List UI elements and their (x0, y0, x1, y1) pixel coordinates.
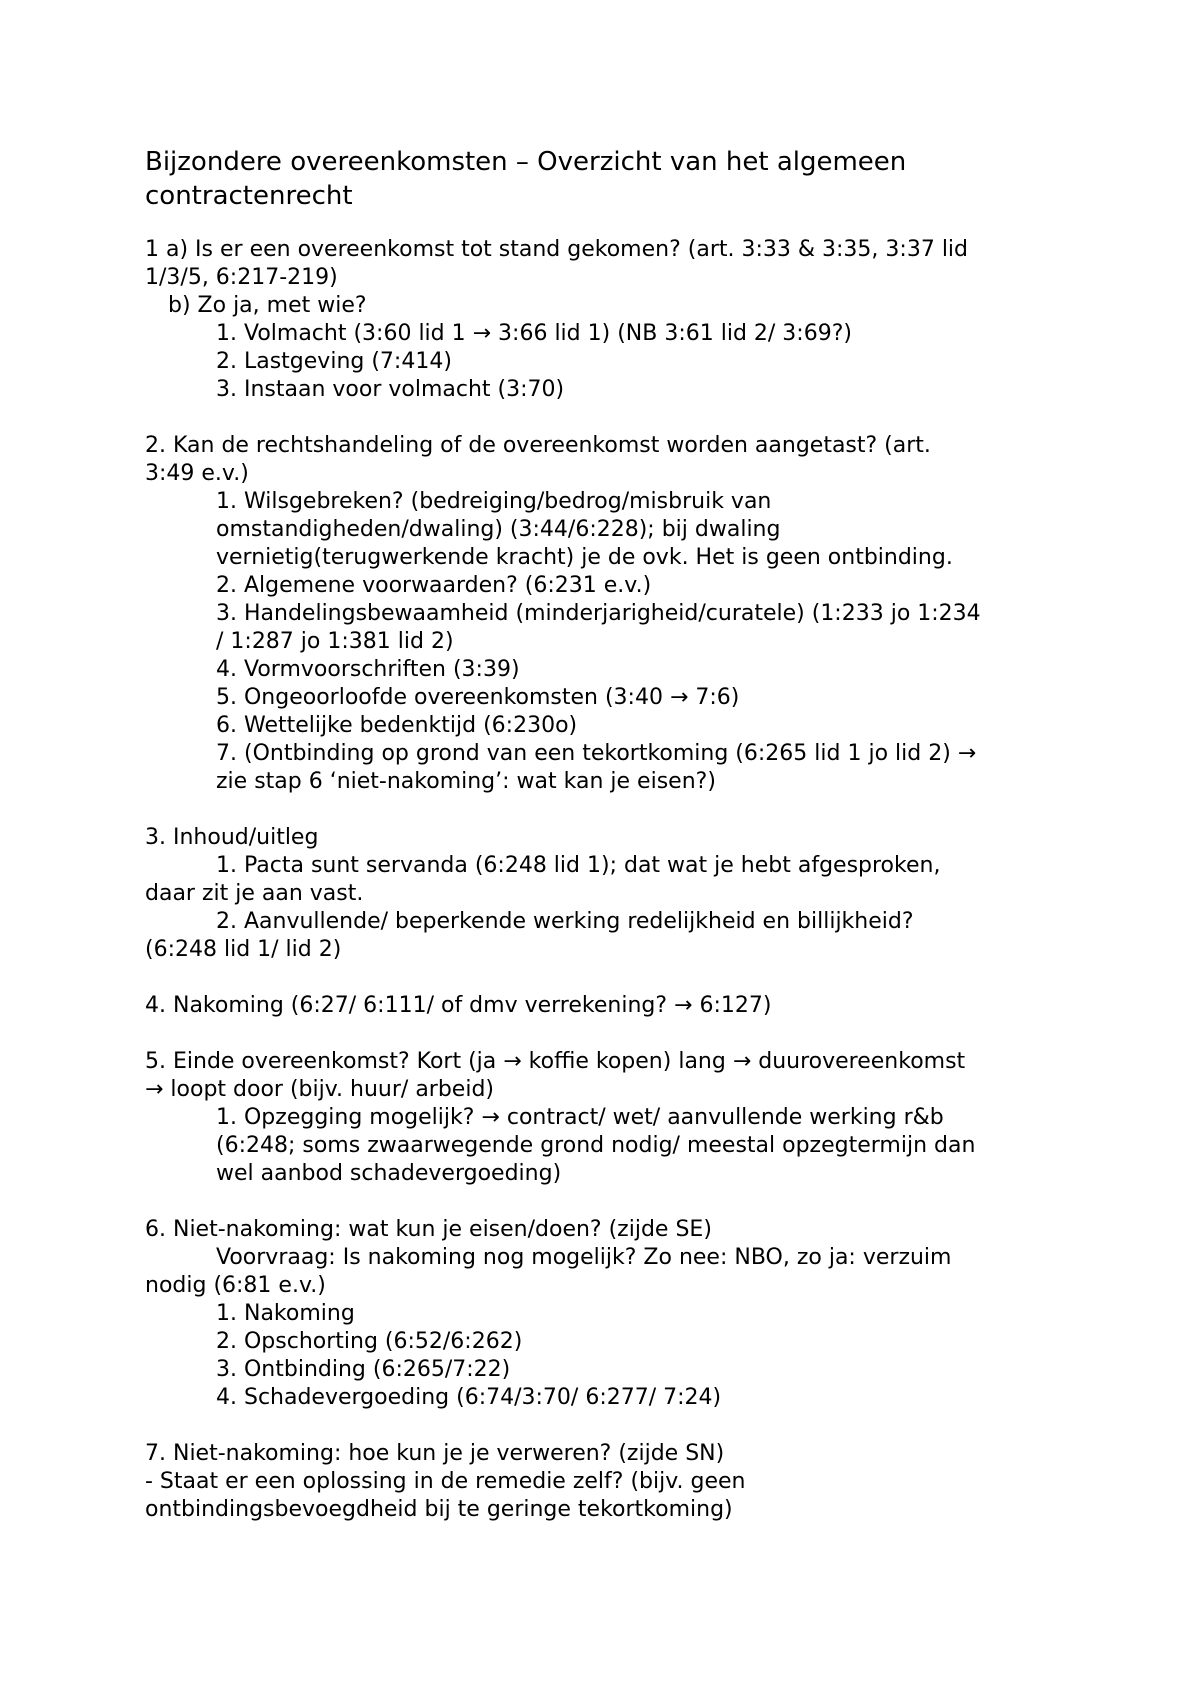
section-1-subquestion: b) Zo ja, met wie? (168, 293, 367, 318)
list-item: 1. Volmacht (3:60 lid 1 → 3:66 lid 1) (NB 3:61 lid 2/ 3:69?) (216, 321, 852, 346)
list-item: 1. Wilsgebreken? (bedreiging/bedrog/misbruik van (216, 489, 772, 514)
section-2-question-cont: 3:49 e.v.) (145, 461, 249, 486)
section-7-point: - Staat er een oplossing in de remedie zelf? (bijv. geen (145, 1469, 746, 1494)
list-item-cont: daar zit je aan vast. (145, 881, 364, 906)
list-item: 7. (Ontbinding op grond van een tekortkoming (6:265 lid 1 jo lid 2) → (216, 741, 977, 766)
list-item-cont: zie stap 6 ‘niet-nakoming’: wat kan je eisen?) (216, 769, 716, 794)
list-item: 1. Pacta sunt servanda (6:248 lid 1); dat wat je hebt afgesproken, (216, 853, 941, 878)
list-item: 4. Vormvoorschriften (3:39) (216, 657, 520, 682)
list-item: 2. Lastgeving (7:414) (216, 349, 452, 374)
list-item-cont: omstandigheden/dwaling) (3:44/6:228); bij dwaling (216, 517, 781, 542)
section-7-point-cont: ontbindingsbevoegdheid bij te geringe tekortkoming) (145, 1497, 733, 1522)
list-item: 5. Ongeoorloofde overeenkomsten (3:40 → 7:6) (216, 685, 740, 710)
list-item: 3. Handelingsbewaamheid (minderjarigheid/curatele) (1:233 jo 1:234 (216, 601, 981, 626)
preliminary-question: Voorvraag: Is nakoming nog mogelijk? Zo nee: NBO, zo ja: verzuim (216, 1245, 952, 1270)
section-3-heading: 3. Inhoud/uitleg (145, 825, 319, 850)
list-item: 2. Opschorting (6:52/6:262) (216, 1329, 523, 1354)
preliminary-question-cont: nodig (6:81 e.v.) (145, 1273, 326, 1298)
list-item-cont: vernietig(terugwerkende kracht) je de ovk. Het is geen ontbinding. (216, 545, 953, 570)
list-item: 1. Opzegging mogelijk? → contract/ wet/ aanvullende werking r&b (216, 1105, 944, 1130)
list-item-cont: (6:248; soms zwaarwegende grond nodig/ meestal opzegtermijn dan (216, 1133, 976, 1158)
section-2-question: 2. Kan de rechtshandeling of de overeenkomst worden aangetast? (art. (145, 433, 931, 458)
list-item-cont: wel aanbod schadevergoeding) (216, 1161, 562, 1186)
document-title-line-1: Bijzondere overeenkomsten – Overzicht van het algemeen (145, 147, 907, 177)
section-5-heading-cont: → loopt door (bijv. huur/ arbeid) (145, 1077, 495, 1102)
section-1-question: 1 a) Is er een overeenkomst tot stand gekomen? (art. 3:33 & 3:35, 3:37 lid (145, 237, 969, 262)
section-1-question-cont: 1/3/5, 6:217-219) (145, 265, 338, 290)
list-item: 2. Aanvullende/ beperkende werking redelijkheid en billijkheid? (216, 909, 914, 934)
section-4-heading: 4. Nakoming (6:27/ 6:111/ of dmv verrekening? → 6:127) (145, 993, 772, 1018)
list-item: 6. Wettelijke bedenktijd (6:230o) (216, 713, 578, 738)
document-title-line-2: contractenrecht (145, 181, 353, 211)
list-item-cont: (6:248 lid 1/ lid 2) (145, 937, 342, 962)
list-item: 2. Algemene voorwaarden? (6:231 e.v.) (216, 573, 652, 598)
section-5-heading: 5. Einde overeenkomst? Kort (ja → koffie kopen) lang → duurovereenkomst (145, 1049, 966, 1074)
list-item: 3. Ontbinding (6:265/7:22) (216, 1357, 511, 1382)
list-item: 3. Instaan voor volmacht (3:70) (216, 377, 565, 402)
list-item-cont: / 1:287 jo 1:381 lid 2) (216, 629, 454, 654)
list-item: 1. Nakoming (216, 1301, 355, 1326)
section-6-heading: 6. Niet-nakoming: wat kun je eisen/doen? (zijde SE) (145, 1217, 712, 1242)
section-7-heading: 7. Niet-nakoming: hoe kun je je verweren? (zijde SN) (145, 1441, 725, 1466)
list-item: 4. Schadevergoeding (6:74/3:70/ 6:277/ 7:24) (216, 1385, 722, 1410)
